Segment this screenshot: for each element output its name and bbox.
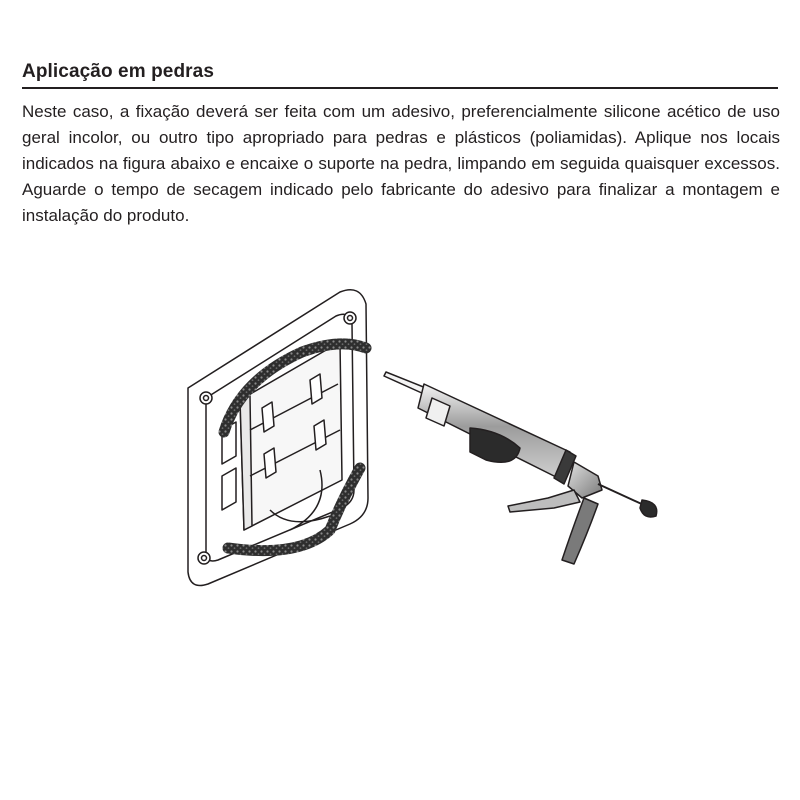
title-divider [22,87,778,89]
installation-figure [170,280,670,600]
instruction-paragraph: Neste caso, a fixação deverá ser feita com um adesivo, preferencialmente silicone acético de uso geral incolor, ou outro tipo apropriado para pedras e plásticos (poliamidas). Aplique nos locais indicados na figura abaixo e encaixe o suporte na pedra, limpando em seguida quaisquer excessos. Aguarde o tempo de secagem indicado pelo fabricante do adesivo para finalizar a montagem e instalação do produto. [22,102,780,225]
wall-box-support-icon [188,290,368,586]
section-title: Aplicação em pedras [22,61,214,82]
caulking-gun-icon [384,372,657,564]
